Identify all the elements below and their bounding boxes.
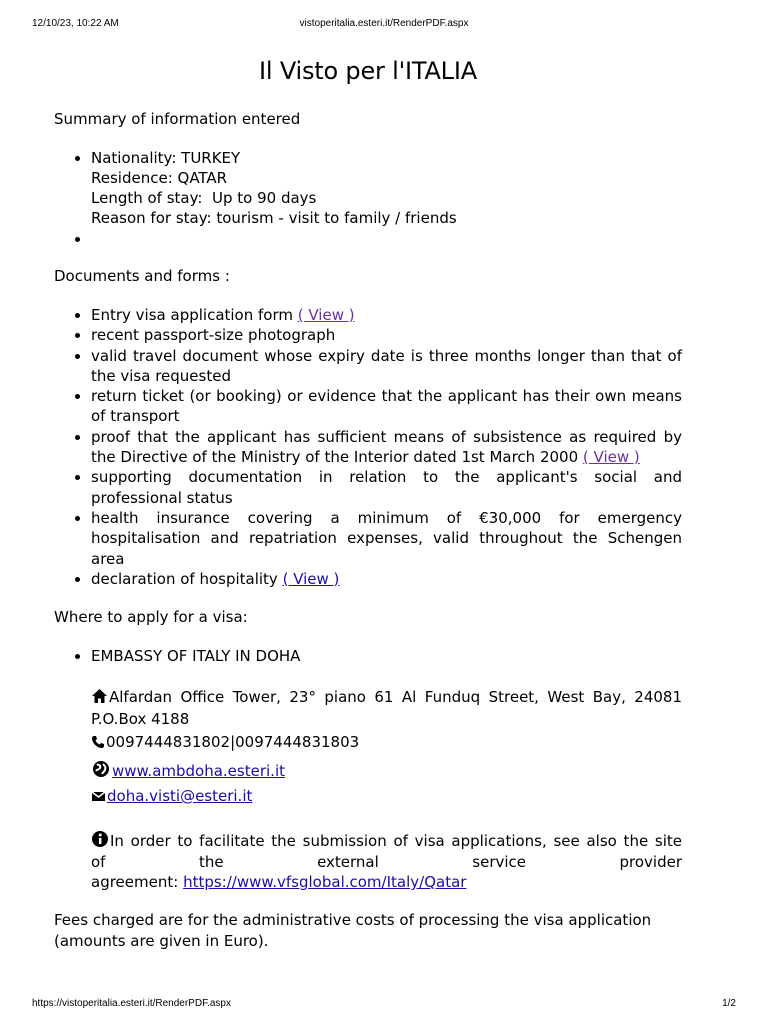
vfs-info-line3: agreement: https://www.vfsglobal.com/Italy/Qatar <box>91 873 467 891</box>
embassy-po-box: P.O.Box 4188 <box>91 710 190 728</box>
fees-note: Fees charged are for the administrative costs of processing the visa application (amounts are given in Euro). <box>54 911 652 950</box>
embassy-address-line1: Alfardan Office Tower, 23° piano 61 Al Funduq Street, West Bay, 24081 <box>91 687 682 709</box>
embassy-name: EMBASSY OF ITALY IN DOHA <box>91 647 301 665</box>
vfs-info-line1: In order to facilitate the submission of visa applications, see also the site <box>91 830 682 853</box>
print-datetime: 12/10/23, 10:22 AM <box>32 18 119 29</box>
vfs-info-line2: of the external service provider <box>91 853 682 871</box>
view-hospitality-link[interactable]: ( View ) <box>282 569 340 588</box>
embassy-email <box>91 786 682 808</box>
document-item: proof that the applicant has sufficient means of subsistence as required by the Directive of the Ministry of the Interior dated 1st March 2000 ( View ) <box>54 427 682 468</box>
document-item: return ticket (or booking) or evidence that the applicant has their own means of transport <box>54 386 682 427</box>
length-of-stay-text: Length of stay: Up to 90 days <box>91 189 317 207</box>
embassy-website-link[interactable]: www.ambdoha.esteri.it <box>112 762 285 780</box>
embassy-email-link[interactable]: doha.visti@esteri.it <box>107 787 253 805</box>
home-icon <box>91 688 108 709</box>
apply-heading: Where to apply for a visa: <box>54 608 248 626</box>
phone-icon <box>91 734 105 754</box>
document-item: health insurance covering a minimum of €30,000 for emergency hospitalisation and repatriation expenses, valid throughout the Schengen area <box>54 508 682 569</box>
embassy-list <box>54 646 682 666</box>
embassy-website <box>91 760 682 783</box>
document-item: Entry visa application form ( View ) <box>54 305 682 325</box>
print-footer <box>0 994 768 1024</box>
view-application-form-link[interactable]: ( View ) <box>297 306 355 324</box>
documents-list <box>54 305 682 589</box>
document-item: supporting documentation in relation to the applicant's social and professional status <box>54 467 682 508</box>
summary-item <box>54 148 682 228</box>
globe-icon <box>91 760 111 783</box>
summary-heading: Summary of information entered <box>54 110 301 128</box>
documents-heading: Documents and forms : <box>54 267 230 285</box>
page-number: 1/2 <box>722 998 736 1009</box>
print-header <box>0 0 768 36</box>
summary-empty-item <box>54 229 682 249</box>
footer-url: https://vistoperitalia.esteri.it/RenderPDF.aspx <box>32 998 231 1009</box>
page-title: Il Visto per l'ITALIA <box>259 57 477 85</box>
vfs-global-link[interactable]: https://www.vfsglobal.com/Italy/Qatar <box>183 873 467 891</box>
view-directive-link[interactable]: ( View ) <box>582 448 640 467</box>
reason-text: Reason for stay: tourism - visit to family / friends <box>91 209 457 227</box>
print-url: vistoperitalia.esteri.it/RenderPDF.aspx <box>299 18 469 29</box>
summary-list <box>54 148 682 249</box>
mail-icon <box>91 788 106 808</box>
embassy-phone: 0097444831802|0097444831803 <box>91 732 682 754</box>
info-icon <box>91 830 109 853</box>
document-item: valid travel document whose expiry date is three months longer than that of the visa requested <box>54 346 682 387</box>
residence-text: Residence: QATAR <box>91 169 228 187</box>
document-item: declaration of hospitality ( View ) <box>54 569 682 589</box>
embassy-item <box>54 646 682 666</box>
nationality-text: Nationality: TURKEY <box>91 149 241 167</box>
document-item: recent passport-size photograph <box>54 325 682 345</box>
